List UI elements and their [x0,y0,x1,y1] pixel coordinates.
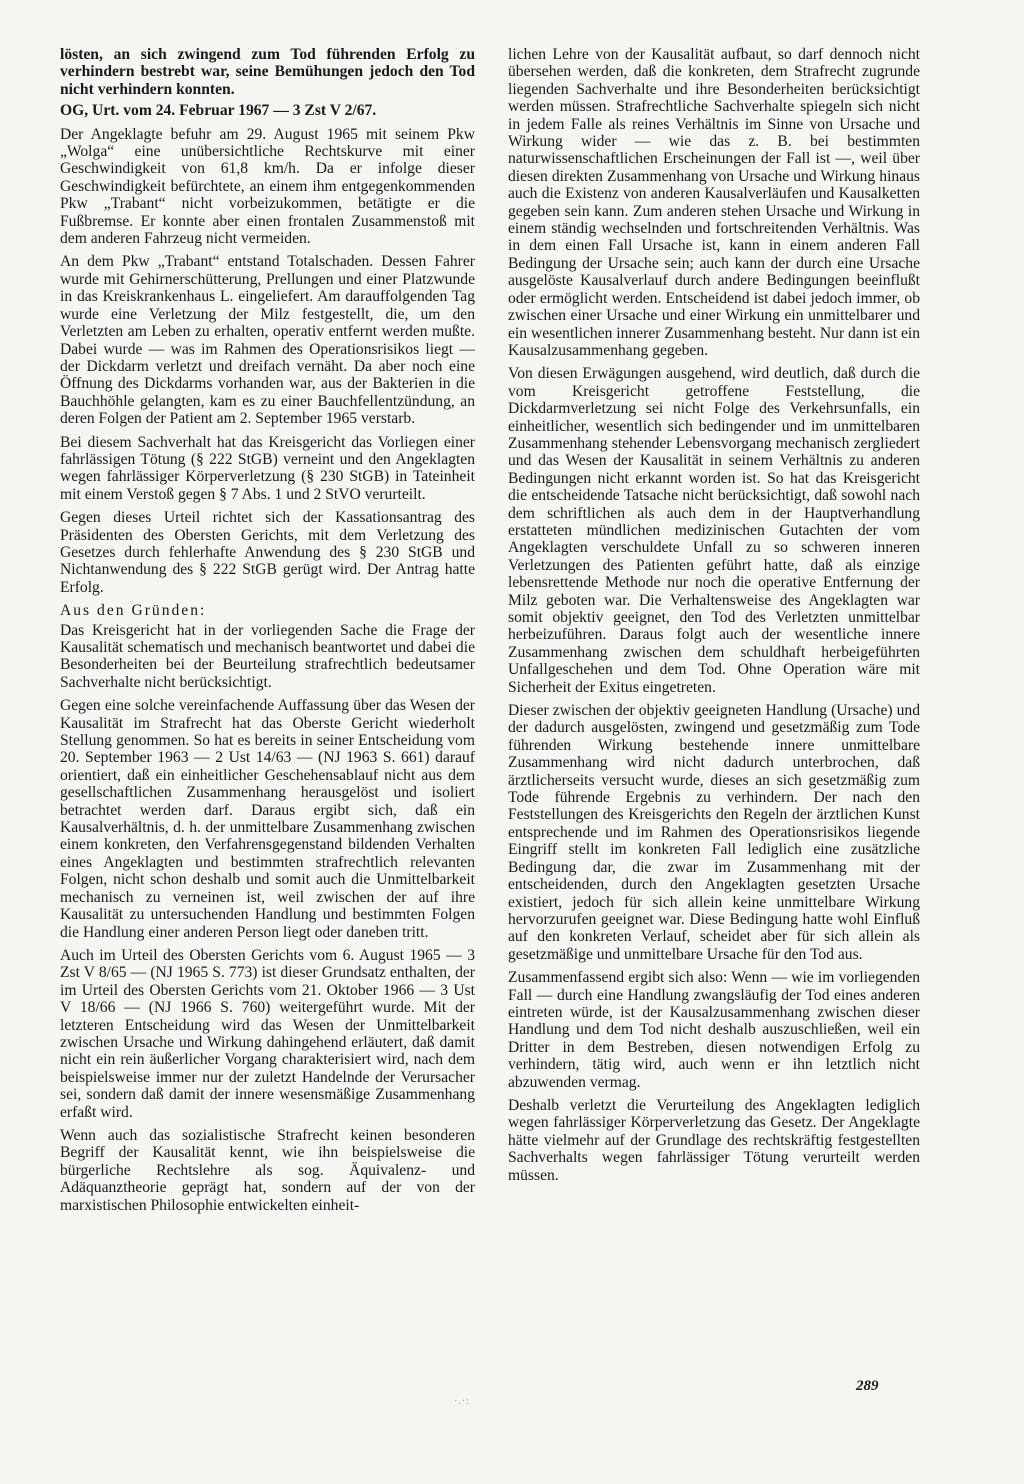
paragraph-reasons-1: Das Kreisgericht hat in der vorliegenden Sache die Frage der Kausalität schematisch und mechanisch beantwortet und dabei die Besonderheiten bei der Beurteilung strafrechtlich bedeutsamer Sachverhalte nicht berücksichtigt. [60,621,475,691]
page-number: 289 [856,1378,879,1394]
section-heading-reasons: Aus den Gründen: [60,602,207,620]
paragraph-summary: Zusammenfassend ergibt sich also: Wenn — wie im vorliegenden Fall — durch eine Handlung zwangsläufig der Tod eines anderen eintreten würde, ist der Kausalzusammenhang zwischen dieser Handlung und dem Tod nicht deshalb auszuschließen, weil ein Dritter in dem Bestreben, diesen notwendigen Erfolg zu verhindern, tätig wird, auch wenn er ihn letztlich nicht abzuwenden vermag. [508,969,920,1091]
paragraph-facts-3: Bei diesem Sachverhalt hat das Kreisgericht das Vorliegen einer fahrlässigen Tötung (§ 222 StGB) verneint und den Angeklagten wegen fahrlässiger Körperverletzung (§ 230 StGB) in Tateinheit mit einem Verstoß gegen § 7 Abs. 1 und 2 StVO verurteilt. [60,433,475,503]
paragraph-facts-2: An dem Pkw „Trabant“ entstand Totalschaden. Dessen Fahrer wurde mit Gehirnerschütterung, Prellungen und einer Platzwunde in das Kreiskrankenhaus L. eingeliefert. Am darauffolgenden Tag wurde eine Verletzung der Milz festgestellt, die, um den Verletzten am Leben zu erhalten, operativ entfernt werden mußte. Dabei wurde — was im Rahmen des Operationsrisikos liegt — der Dickdarm verletzt und dreifach vernäht. Da aber noch eine Öffnung des Dickdarms vorhanden war, aus der Bakterien in die Bauchhöhle gelangten, kam es zu einer Bauchfellentzündung, an deren Folgen der Patient am 2. September 1965 verstarb. [60,253,475,428]
paragraph-conclusion: Deshalb verletzt die Verurteilung des Angeklagten lediglich wegen fahrlässiger Körperverletzung das Gesetz. Der Angeklagte hätte vielmehr auf der Grundlage des rechtskräftig festgestellten Sachverhalts wegen fahrlässiger Tötung verurteilt werden müssen. [508,1096,920,1184]
paragraph-reasons-4: Wenn auch das sozialistische Strafrecht keinen besonderen Begriff der Kausalität kennt, wie ihn beispielsweise die bürgerliche Rechtslehre als sog. Äquivalenz- und Adäquanztheorie geprägt hat, sondern auf der von der marxistischen Philosophie entwickelten einheit- [60,1126,475,1214]
paragraph-reasons-5: lichen Lehre von der Kausalität aufbaut, so darf dennoch nicht übersehen werden, daß die konkreten, dem Strafrecht zugrunde liegenden Sachverhalte und ihre Besonderheiten berücksichtigt werden müssen. Strafrechtliche Sachverhalte spiegeln sich nicht in jedem Falle als reines Verhältnis im Sinne von Ursache und Wirkung wider — wie das z. B. bei bestimmten naturwissenschaftlichen Erscheinungen der Fall ist —, weil über diesen direkten Zusammenhang von Ursache und Wirkung hinaus auch die Existenz von anderen Kausalverläufen und Kausalketten gegeben sein kann. Zum anderen stehen Ursache und Wirkung in einem ständig wechselnden und fortschreitenden Verhältnis. Was in dem einen Fall Ursache ist, kann in einem anderen Fall Bedingung der Ursache sein; auch kann der durch eine Ursache ausgelöste Kausalverlauf durch andere Bedingungen beeinflußt oder ermöglicht werden. Entscheidend ist dabei jedoch immer, ob zwischen einer Ursache und einer Wirkung ein unmittelbarer und ein wesentlichen innerer Zusammenhang besteht. Nur dann ist ein Kausalzusammenhang gegeben. [508,46,920,359]
paragraph-reasons-6: Von diesen Erwägungen ausgehend, wird deutlich, daß durch die vom Kreisgericht getroffene Feststellung, die Dickdarmverletzung sei nicht Folge des Verkehrsunfalls, ein einheitlicher, wesentlich sich bedingender und im unmittelbaren Zusammenhang stehender Lebensvorgang mechanisch zergliedert und das Wesen der Kausalität in seinem Verhältnis zu anderen Bedingungen nicht erkannt worden ist. So hat das Kreisgericht die entscheidende Tatsache nicht berücksichtigt, daß sowohl nach dem schriftlichen als auch dem in der Hauptverhandlung erstatteten mündlichen medizinischen Gutachten der vom Angeklagten verschuldete Unfall zu so schweren inneren Verletzungen des Patienten geführt hatte, daß als einzige lebensrettende Methode nur noch die operative Entfernung der Milz geboten war. Die Verhaltensweise des Angeklagten war somit objektiv geeignet, den Tod des Verletzten unmittelbar herbeizuführen. Daraus folgt auch der wesentliche innere Zusammenhang zwischen dem schuldhaft herbeigeführten Unfallgeschehen und dem Tod. Ohne Operation wäre mit Sicherheit der Exitus eingetreten. [508,365,920,696]
paragraph-reasons-7: Dieser zwischen der objektiv geeigneten Handlung (Ursache) und der dadurch ausgelösten, zwingend und gesetzmäßig zum Tode führenden Wirkung bestehende innere unmittelbare Zusammenhang wird nicht dadurch unterbrochen, daß ärztlicherseits versucht wurde, dieses an sich gesetzmäßig zum Tode führende Ergebnis zu verhindern. Der nach den Feststellungen des Kreisgerichts den Regeln der ärztlichen Kunst entsprechende und im Rahmen des Operationsrisikos liegende Eingriff stellt im konkreten Fall lediglich eine zusätzliche Bedingung dar, die zwar im Zusammenhang mit der entscheidenden, durch den Angeklagten gesetzten Ursache existiert, jedoch für sich allein keine unmittelbare Wirkung hervorzurufen geeignet war. Diese Bedingung hatte wohl Einfluß auf den konkreten Verlauf, scheidet aber für sich allein als gesetzmäßige und unmittelbare Ursache für den Tod aus. [508,702,920,963]
left-column [60,46,475,1220]
paragraph-reasons-2: Gegen eine solche vereinfachende Auffassung über das Wesen der Kausalität im Strafrecht hat das Oberste Gericht wiederholt Stellung genommen. So hat es bereits in seiner Entscheidung vom 20. September 1963 — 2 Ust 14/63 — (NJ 1963 S. 661) darauf orientiert, daß ein einheitlicher Geschehensablauf nicht aus dem gesellschaftlichen Zusammenhang herausgelöst und isoliert betrachtet werden darf. Daraus ergibt sich, daß ein Kausalverhältnis, d. h. der unmittelbare Zusammenhang zwischen einem konkreten, den Verfahrensgegenstand bildenden Verhalten eines Angeklagten und bestimmten strafrechtlich relevanten Folgen, nicht schon deshalb und somit auch die Unmittelbarkeit mechanisch zu verneinen ist, weil zwischen der auf ihre Kausalität zu untersuchenden Handlung und bestimmten Folgen die Handlung einer anderen Person liegt oder daneben tritt. [60,697,475,941]
paragraph-facts-4: Gegen dieses Urteil richtet sich der Kassationsantrag des Präsidenten des Obersten Gerichts, mit dem Verletzung des Gesetzes durch fehlerhafte Anwendung des § 230 StGB und Nichtanwendung des § 222 StGB gerügt wird. Der Antrag hatte Erfolg. [60,509,475,596]
paragraph-reasons-3: Auch im Urteil des Obersten Gerichts vom 6. August 1965 — 3 Zst V 8/65 — (NJ 1965 S. 773) ist dieser Grundsatz enthalten, der im Urteil des Obersten Gerichts vom 21. Oktober 1966 — 3 Ust V 18/66 — (NJ 1966 S. 760) weitergeführt wurde. Mit der letzteren Entscheidung wird das Wesen der Unmittelbarkeit zwischen Ursache und Wirkung dahingehend erläutert, daß damit nicht ein rein äußerlicher Vorgang charakterisiert wird, nach dem beispielsweise immer nur der zuletzt Handelnde der Verursacher sei, sondern daß damit der innere wesensmäßige Zusammenhang erfaßt wird. [60,946,475,1121]
paragraph-facts-1: Der Angeklagte befuhr am 29. August 1965 mit seinem Pkw „Wolga“ eine unübersichtliche Rechtskurve mit einer Geschwindigkeit von 61,8 km/h. Da er infolge dieser Geschwindigkeit befürchtete, an einem ihm entgegenkommenden Pkw „Trabant“ nicht vorbeizukommen, betätigte er die Fußbremse. Er konnte aber einen frontalen Zusammenstoß mit dem anderen Fahrzeug nicht vermeiden. [60,125,475,248]
right-column [508,46,920,1190]
print-speck: ·.·: [454,1396,470,1407]
lead-text: lösten, an sich zwingend zum Tod führenden Erfolg zu verhindern bestrebt war, seine Bemühungen jedoch den Tod nicht verhindern konnten. [60,46,475,98]
case-citation: OG, Urt. vom 24. Februar 1967 — 3 Zst V 2/67. [60,102,377,120]
